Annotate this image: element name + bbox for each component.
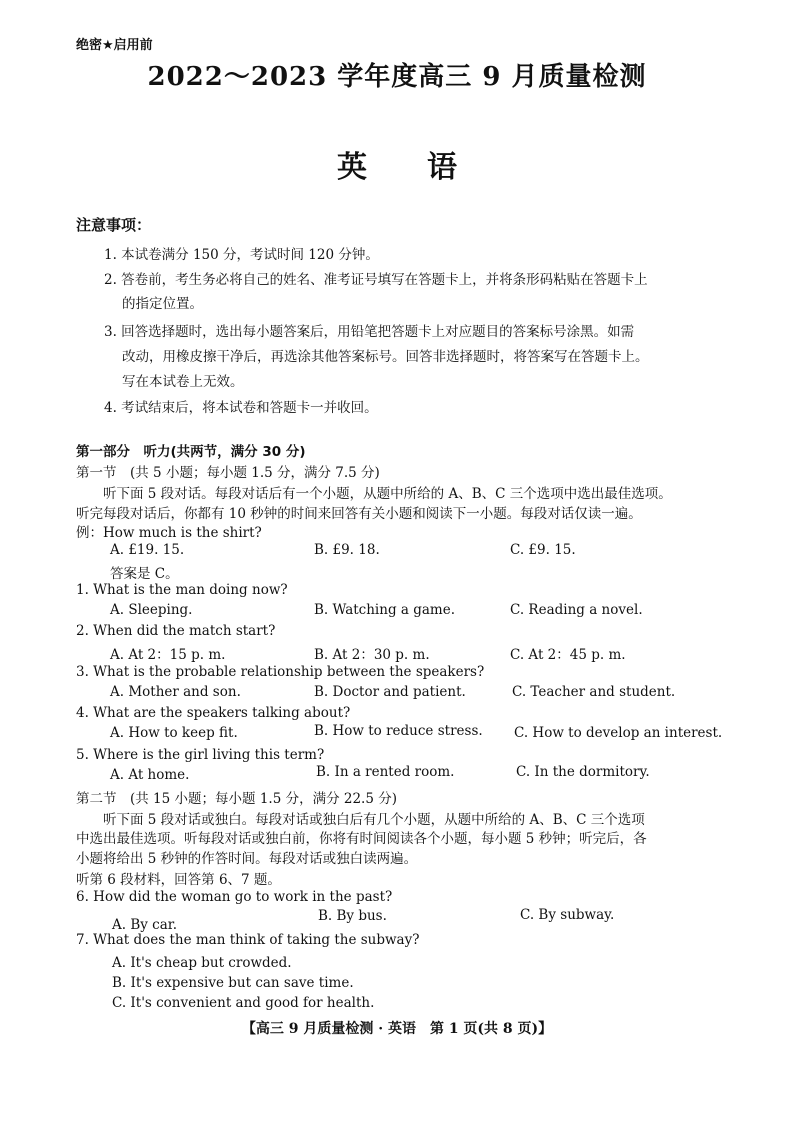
example-option-c: C. £9. 15. — [510, 542, 576, 558]
question-3-option-c: C. Teacher and student. — [512, 684, 676, 700]
notice-line: 改动，用橡皮擦干净后，再选涂其他答案标号。回答非选择题时，将答案写在答题卡上。 — [122, 349, 649, 365]
notice-line: 写在本试卷上无效。 — [122, 374, 244, 390]
material-6-note: 听第 6 段材料，回答第 6、7 题。 — [76, 872, 281, 888]
question-4-option-b: B. How to reduce stress. — [314, 723, 483, 739]
question-2-option-a: A. At 2：15 p. m. — [110, 647, 226, 663]
question-1-option-b: B. Watching a game. — [314, 602, 455, 618]
question-4: 4. What are the speakers talking about? — [76, 705, 351, 721]
question-3-option-a: A. Mother and son. — [110, 684, 241, 700]
question-5-option-a: A. At home. — [110, 767, 190, 783]
example-answer: 答案是 C。 — [110, 566, 179, 582]
question-7-option-b: B. It's expensive but can save time. — [112, 975, 354, 991]
question-5: 5. Where is the girl living this term? — [76, 747, 325, 763]
notice-line: 2. 答卷前，考生务必将自己的姓名、准考证号填写在答题卡上，并将条形码粘贴在答题卡上 — [104, 272, 648, 288]
page-footer: 【高三 9 月质量检测 · 英语 第 1 页(共 8 页)】 — [241, 1021, 553, 1037]
question-2-option-b: B. At 2：30 p. m. — [314, 647, 430, 663]
section2-heading: 第二节 (共 15 小题；每小题 1.5 分，满分 22.5 分) — [76, 791, 397, 807]
question-1-option-a: A. Sleeping. — [110, 602, 193, 618]
example-option-b: B. £9. 18. — [314, 542, 380, 558]
question-7-option-a: A. It's cheap but crowded. — [112, 955, 292, 971]
question-6-option-b: B. By bus. — [318, 908, 387, 924]
confidential-mark: 绝密★启用前 — [76, 38, 153, 53]
notice-line: 的指定位置。 — [122, 296, 203, 312]
question-7: 7. What does the man think of taking the subway? — [76, 932, 420, 948]
notice-line: 3. 回答选择题时，选出每小题答案后，用铅笔把答题卡上对应题目的答案标号涂黑。如需 — [104, 324, 635, 340]
question-5-option-c: C. In the dormitory. — [516, 764, 650, 780]
question-1-option-c: C. Reading a novel. — [510, 602, 643, 618]
question-1: 1. What is the man doing now? — [76, 582, 288, 598]
notice-line: 4. 考试结束后，将本试卷和答题卡一并收回。 — [104, 400, 378, 416]
question-2-option-c: C. At 2：45 p. m. — [510, 647, 626, 663]
question-4-option-a: A. How to keep fit. — [110, 725, 238, 741]
question-3: 3. What is the probable relationship between the speakers? — [76, 664, 485, 680]
section2-instruction: 中选出最佳选项。听每段对话或独白前，你将有时间阅读各个小题，每小题 5 秒钟；听完后，各 — [76, 831, 647, 847]
question-4-option-c: C. How to develop an interest. — [514, 725, 723, 741]
question-5-option-b: B. In a rented room. — [316, 764, 455, 780]
example-option-a: A. £19. 15. — [110, 542, 185, 558]
section1-heading: 第一节 (共 5 小题；每小题 1.5 分，满分 7.5 分) — [76, 465, 380, 481]
section1-instruction: 听完每段对话后，你都有 10 秒钟的时间来回答有关小题和阅读下一小题。每段对话仅读一遍。 — [76, 506, 642, 522]
example-question: 例：How much is the shirt? — [76, 525, 262, 541]
part1-heading: 第一部分 听力(共两节，满分 30 分) — [76, 444, 306, 460]
section2-instruction: 听下面 5 段对话或独白。每段对话或独白后有几个小题，从题中所给的 A、B、C 三个选项 — [76, 812, 645, 828]
notice-line: 1. 本试卷满分 150 分，考试时间 120 分钟。 — [104, 247, 379, 263]
question-3-option-b: B. Doctor and patient. — [314, 684, 466, 700]
notice-heading: 注意事项： — [76, 216, 152, 234]
subject-title: 英语 — [337, 150, 517, 185]
section1-instruction: 听下面 5 段对话。每段对话后有一个小题，从题中所给的 A、B、C 三个选项中选出最佳选项。 — [76, 486, 672, 502]
question-6-option-c: C. By subway. — [520, 907, 615, 923]
exam-title: 2022～2023 学年度高三 9 月质量检测 — [147, 62, 647, 92]
question-6: 6. How did the woman go to work in the past? — [76, 889, 393, 905]
question-7-option-c: C. It's convenient and good for health. — [112, 995, 375, 1011]
question-2: 2. When did the match start? — [76, 623, 276, 639]
question-6-option-a: A. By car. — [112, 917, 178, 933]
section2-instruction: 小题将给出 5 秒钟的作答时间。每段对话或独白读两遍。 — [76, 851, 418, 867]
